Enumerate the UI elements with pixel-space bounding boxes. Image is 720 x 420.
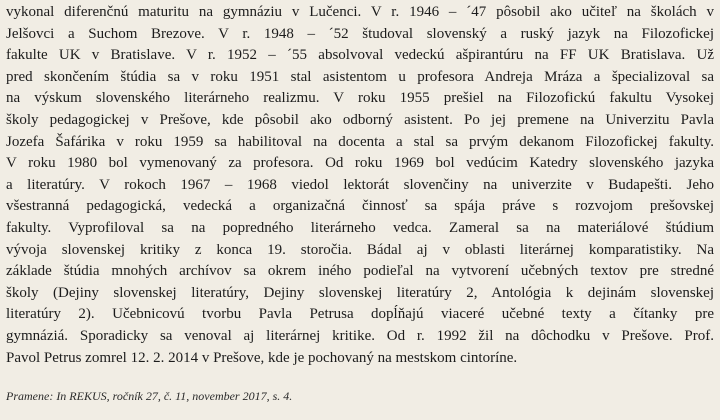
- paragraph-line: na výskum slovenského literárneho realizmu. V roku 1955 prešiel na Filozofickú fakultu Vysokej: [6, 90, 714, 107]
- paragraph-line: Pavol Petrus zomrel 12. 2. 2014 v Prešove, kde je pochovaný na mestskom cintoríne.: [6, 349, 518, 366]
- paragraph-line: fakulty. Vyprofiloval sa na popredného literárneho vedca. Zameral sa na materiálové štúdium: [6, 219, 714, 236]
- paragraph-line: fakulte UK v Bratislave. V r. 1952 – ´55 absolvoval vedeckú ašpirantúru na FF UK Bratislava. Už: [6, 47, 714, 64]
- paragraph-line: V roku 1980 bol vymenovaný za profesora. Od roku 1969 bol vedúcim Katedry slovenského jazyka: [6, 155, 714, 172]
- paragraph-line: Jelšovci a Suchom Brezove. V r. 1948 – ´52 študoval slovenský a ruský jazyk na Filozofickej: [6, 25, 714, 42]
- paragraph-line: školy pedagogickej v Prešove, kde pôsobil ako odborný asistent. Po jej premene na Univerzitu Pavla: [6, 111, 714, 128]
- paragraph-line: vykonal diferenčnú maturitu na gymnáziu v Lučenci. V r. 1946 – ´47 pôsobil ako učiteľ na školách v: [6, 4, 714, 20]
- paragraph-line: vývoja slovenskej kritiky z konca 19. storočia. Bádal aj v oblasti literárnej komparatistiky. Na: [6, 241, 714, 258]
- biography-paragraph: [6, 2, 714, 369]
- paragraph-line: a literatúry. V rokoch 1967 – 1968 viedol lektorát slovenčiny na univerzite v Budapešti. Jeho: [6, 176, 714, 193]
- source-citation: Pramene: In REKUS, ročník 27, č. 11, november 2017, s. 4.: [6, 389, 293, 403]
- paragraph-line: pred skončením štúdia sa v roku 1951 stal asistentom u profesora Andreja Mráza a špecializoval sa: [6, 68, 714, 85]
- paragraph-line: gymnáziá. Sporadicky sa venoval aj literárnej kritike. Od r. 1992 žil na dôchodku v Prešove. Prof.: [6, 327, 714, 344]
- paragraph-line: všestranná pedagogická, vedecká a organizačná činnosť sa spája práve s rozvojom prešovskej: [6, 198, 714, 215]
- paragraph-line: Jozefa Šafárika v roku 1959 sa habilitoval na docenta a stal sa prvým dekanom Filozofickej fakulty.: [6, 133, 714, 150]
- paragraph-line: školy (Dejiny slovenskej literatúry, Dejiny slovenskej literatúry 2, Antológia k dejinám slovenskej: [6, 284, 714, 301]
- paragraph-line: literatúry 2). Učebnicovú tvorbu Pavla Petrusa dopĺňajú viaceré učebné texty a čítanky pre: [6, 306, 714, 323]
- paragraph-line: základe štúdia mnohých archívov sa okrem iného podieľal na vytvorení učebných textov pre stredné: [6, 263, 714, 280]
